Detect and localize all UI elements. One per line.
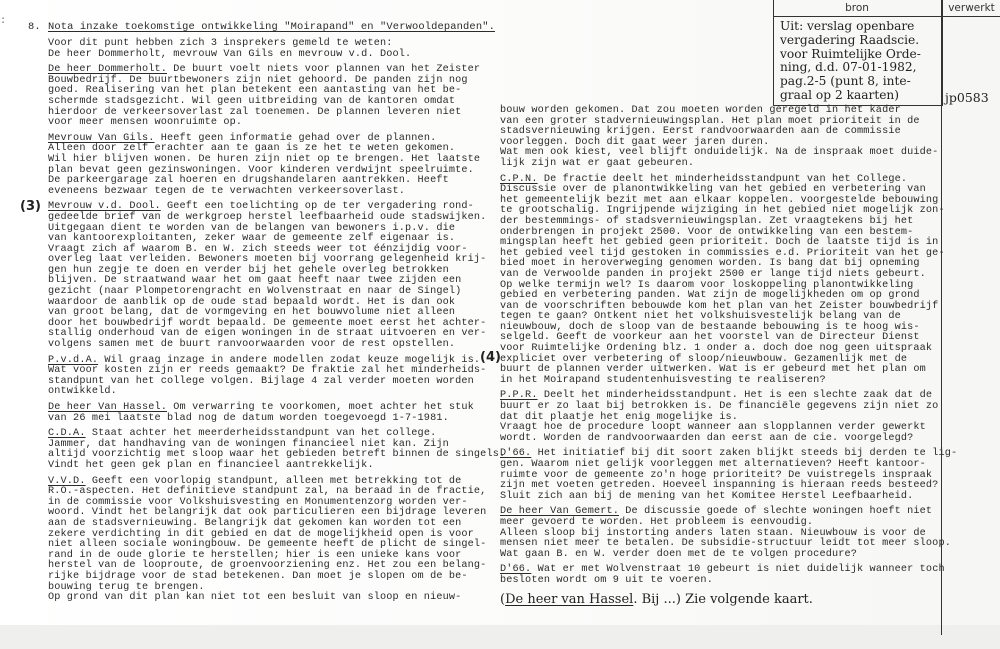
text-line: [48, 461, 488, 472]
line-text: Wat voor kosten zijn er reeds gemaakt? De fraktie zal het minderheids-: [48, 365, 487, 377]
paragraph: [48, 65, 488, 129]
line-text: te grootschalig. Ingrijpende wijziging in het gebied niet mogelijk zon-: [500, 205, 945, 217]
line-text: van groot belang, dat de vormgeving en het bouwvolume niet alleen: [48, 307, 456, 319]
line-text: R.O.-aspecten. Het definitieve standpunt zal, na beraad in de fractie,: [48, 486, 487, 498]
line-text: woord. Vindt het belangrijk dat ook particulieren een bijdrage leveren: [48, 507, 487, 519]
text-line: [48, 593, 488, 604]
footer-speaker: De heer van Hassel: [505, 592, 634, 607]
speaker-name: P.v.d.A.: [48, 354, 99, 366]
speaker-name: V.V.D.: [48, 475, 86, 487]
source-line: pag.2-5 (punt 8, inte-: [780, 74, 911, 89]
line-text: voor Ruimtelijke Ordening blz. 1 onder a. doch doe nog geen uitspraak: [500, 343, 933, 355]
line-text: Heeft geen informatie gehad over de plannen.: [154, 132, 437, 144]
source-line: Uit: verslag openbare: [780, 19, 915, 33]
line-text: buurt de plannen verder uitwerken. Wat is er gebeurd met het plan om: [500, 364, 926, 376]
line-text: het gebied veel tijd gestoken in commissies e.d. Prioriteit van het ge-: [500, 247, 945, 259]
paragraph: [500, 506, 951, 560]
line-text: Vindt het geen gek plan en financieel aantrekkelijk.: [48, 459, 374, 471]
line-text: besloten wordt om 9 uit te voeren.: [500, 574, 713, 586]
line-text: expliciet over verbetering of sloop/nieuwbouw. Gezamenlijk met de: [500, 353, 908, 365]
line-text: De parkeergarage zal hoeren en drugshandelaren aantrekken. Heeft: [48, 175, 449, 187]
line-text: Deelt het minderheidsstandpunt. Het is een slechte zaak dat de: [537, 390, 933, 402]
line-text: bouw worden gekomen. Dat zou moeten worden geregeld in het kader: [500, 105, 901, 116]
paragraph: [48, 202, 488, 350]
text-line: [500, 434, 940, 445]
margin-annotation-4: (4): [480, 350, 501, 365]
line-text: door het bouwbedrijf wordt bepaald. De gemeente moet eerst het achter-: [48, 317, 487, 329]
line-text: Wil graag inzage in andere modellen zodat keuze mogelijk is.: [98, 354, 481, 366]
text-line: [500, 576, 940, 587]
line-text: Uitgegaan dient te worden van de belangen van bewoners i.p.v. die: [48, 222, 456, 234]
speaker-name: De heer Van Gemert.: [500, 506, 620, 518]
paragraph: [48, 428, 506, 471]
paragraph: [48, 134, 488, 198]
paragraph: [48, 477, 488, 604]
line-text: altijd voorzichtig met sloop waar het gebieden betreft binnen de singels.: [48, 449, 506, 461]
line-text: blijven. De straatwand waar het om gaat heeft naar twee zijden een: [48, 275, 462, 287]
line-text: bied moet in heroverweging genomen worden. Is bang dat bij opneming: [500, 258, 920, 270]
line-text: Jammer, dat handhaving van de woningen financieel niet kan. Zijn: [48, 438, 449, 450]
line-text: Staat achter het meerderheidsstandpunt van het college.: [85, 428, 437, 440]
paragraph: [48, 356, 488, 398]
line-text: mingsplan heeft het gebied geen prioriteit. Doch de laatste tijd is in: [500, 237, 939, 249]
speaker-name: C.D.A.: [48, 428, 86, 440]
paragraph: [500, 173, 945, 387]
line-text: Vraagt zich af waarom B. en W. zich steeds weer tot éénzijdig voor-: [48, 243, 468, 255]
line-text: in het Moirapand studentenhuisvesting te realiseren?: [500, 374, 826, 386]
line-text: van kantoorexploitanten, zeker waar de gemeente zelf eigenaar is.: [48, 233, 456, 245]
line-text: in de commissie voor Volkshuisvesting en Monumentenzorg worden ver-: [48, 496, 468, 508]
source-line: voor Ruimtelijke Orde-: [780, 46, 921, 61]
line-text: gezicht (naar Plompetorengracht en Wolvenstraat en naar de Singel): [48, 286, 462, 298]
line-text: zijn met voeten getreden. Hoeveel inspanning is hieraan reeds besteed?: [500, 480, 939, 492]
speaker-name: D'66.: [500, 564, 532, 576]
line-text: ontwikkeld.: [48, 386, 117, 398]
text-line: [48, 340, 488, 351]
margin-punch-mark: :: [0, 16, 7, 27]
footer-rest: . Bij ...) Zie volgende kaart.: [633, 592, 813, 607]
text-line: [500, 376, 940, 387]
line-text: van de voorschriften bebouwde kom het plan van het Zeister bouwbedrijf: [500, 300, 939, 312]
line-text: Alleen door zelf erachter aan te gaan is ze het te weten gekomen.: [48, 143, 456, 155]
speaker-name: De heer Van Hassel.: [48, 402, 168, 413]
text-line: [48, 50, 488, 61]
line-text: Vraagt hoe de procedure loopt wanneer aan slopplannen verder gewerkt: [500, 422, 926, 434]
margin-annotation-3: (3): [20, 199, 41, 214]
paragraph: [48, 403, 488, 424]
text-line: [48, 118, 488, 129]
line-text: gedeelde brief van de werkgroep herstel leefbaarheid oude stadswijken.: [48, 211, 487, 223]
source-line: ning, d.d. 07-01-1982,: [780, 60, 917, 75]
line-text: gen. Waarom niet gelijk voorleggen met alternatieven? Heeft kantoor-: [500, 459, 926, 470]
line-text: gebied en verbetering panden. Wat zijn de mogelijkheden om op grond: [500, 290, 920, 302]
line-text: bouwing terug te brengen.: [48, 581, 205, 593]
line-text: stallig onderhoud van de eigen woningen in de straat uitvoeren en ver-: [48, 328, 487, 340]
text-line: [48, 414, 488, 425]
line-text: meer gevoerd te worden. Het probleem is eenvoudig.: [500, 516, 814, 528]
right-column: [500, 105, 958, 592]
line-text: Voor dit punt hebben zich 3 insprekers gemeld te weten:: [48, 38, 393, 49]
left-column: [48, 38, 506, 609]
line-text: herstel van de looproute, de groenvoorziening enz. Het zou een belang-: [48, 560, 487, 572]
line-text: van de Verwoolde panden in projekt 2500 er lange tijd niets gebeurt.: [500, 268, 926, 280]
paragraph: [500, 106, 940, 170]
speaker-name: Mevrouw Van Gils.: [48, 132, 155, 144]
verwerkt-column-rule: [941, 0, 942, 635]
line-text: het gemeentelijk bezit met aan elkaar koppelen. voorgestelde bebouwing: [500, 194, 939, 206]
line-text: volgens samen met de buurt ranvoorwaarden voor de rest opstellen.: [48, 339, 456, 351]
text-line: [48, 387, 488, 398]
line-text: standpunt van het college volgen. Bijlage 4 zal verder moeten worden: [48, 375, 474, 387]
line-text: goed. Realisering van het plan betekent een aantasting van het be-: [48, 85, 462, 97]
scan-edge: [0, 625, 1000, 649]
source-line: graal op 2 kaarten): [780, 87, 900, 102]
line-text: rand in de oude glorie te herstellen; hier is een unieke kans voor: [48, 549, 462, 561]
line-text: Het initiatief bij dit soort zaken blijkt steeds bij derden te lig-: [531, 448, 958, 460]
agenda-item-number: 8.: [28, 21, 41, 33]
line-text: Wat men ook kiest, veel blijft onduidelijk. Na de inspraak moet duide-: [500, 147, 939, 159]
line-text: rijke bijdrage voor de stad betekenen. Dan moet je slopen om de be-: [48, 570, 468, 582]
line-text: aan de stadsvernieuwing. Belangrijk dat gekomen kan worden tot een: [48, 517, 462, 529]
processed-code: jp0583: [945, 90, 989, 105]
line-text: lijk zijn wat er gaat gebeuren.: [500, 157, 695, 169]
speaker-name: De heer Dommerholt.: [48, 64, 168, 76]
speaker-name: C.P.N.: [500, 173, 538, 185]
line-text: De discussie goede of slechte woningen hoeft niet: [619, 506, 933, 518]
line-text: zekere verdichting in dit gebied en dat de mogelijkheid open is voor: [48, 528, 474, 540]
speaker-name: Mevrouw v.d. Dool.: [48, 201, 161, 213]
line-text: niet alleen sociale woningbouw. De gemeente heeft de plicht de singel-: [48, 539, 487, 551]
line-text: eveneens bezwaar tegen de te verwachten verkeersoverlast.: [48, 185, 406, 197]
text-line: [500, 550, 940, 561]
speaker-name: D'66.: [500, 448, 532, 460]
footer-open-paren: (: [500, 592, 506, 607]
bron-header: bron: [845, 2, 869, 14]
line-text: Sluit zich aan bij de mening van het Komitee Herstel Leefbaarheid.: [500, 490, 914, 502]
speaker-name: P.P.R.: [500, 390, 538, 402]
line-text: Wil hier blijven wonen. De huren zijn niet op te brengen. Het laatste: [48, 153, 481, 165]
line-text: plan bevat geen gezinswoningen. Voor kinderen verdwijnt speelruimte.: [48, 164, 474, 176]
line-text: Wat er met Wolvenstraat 10 gebeurt is niet duidelijk wanneer toch: [531, 564, 945, 576]
line-text: der bestemmings- of stadsvernieuwingsplan. Zet vraagtekens bij het: [500, 215, 914, 227]
line-text: gen hun zegje te doen en verder bij het gehele overleg betrokken: [48, 264, 449, 276]
line-text: Om verwarring te voorkomen, moet achter het stuk: [167, 402, 474, 413]
line-text: Op welke termijn wel? Is daarom voor loskoppeling planontwikkeling: [500, 279, 914, 291]
header-divider: [773, 16, 1000, 17]
line-text: wordt. Worden de randvoorwaarden dan eerst aan de cie. voorgelegd?: [500, 432, 914, 444]
paragraph: [48, 39, 488, 60]
verwerkt-header: verwerkt: [948, 2, 995, 14]
continuation-note: [500, 592, 813, 607]
line-text: Discussie over de planontwikkeling van het gebied en verbetering van: [500, 184, 926, 196]
line-text: hierdoor de verkeersoverlast zal toenemen. De plannen leveren niet: [48, 106, 462, 118]
line-text: nieuwbouw, doch de sloop van de bestaande bebouwing is te hoog wis-: [500, 321, 920, 333]
line-text: voor meer mensen woonruimte op.: [48, 117, 243, 129]
line-text: schermde stadsgezicht. Wil geen uitbreiding van de kantoren omdat: [48, 95, 456, 107]
line-text: van een groter stadvernieuwingsplan. Het plan moet prioriteit in de: [500, 115, 920, 127]
line-text: overleg laat verleiden. Bewoners moeten bij voorrang gelegenheid krij-: [48, 254, 487, 266]
line-text: waardoor de aanblik op de oude stad bepaald wordt. Het is dan ook: [48, 296, 456, 308]
line-text: dat dit plaatje het enig mogelijke is.: [500, 411, 739, 423]
line-text: van 26 mei laatste blad nog de datum worden toegevoegd 1-7-1981.: [48, 412, 449, 424]
line-text: mensen niet meer te betalen. De subsidie-structuur leidt tot meer sloop.: [500, 538, 951, 550]
paragraph: [500, 391, 940, 444]
line-text: onderbrengen in projekt 2500. Voor de ontwikkeling van een bestem-: [500, 226, 914, 238]
line-text: Op grond van dit plan kan niet tot een besluit van sloop en nieuw-: [48, 592, 462, 604]
line-text: stadsvernieuwing krijgen. Eerst randvoorwaarden aan de commissie: [500, 126, 901, 138]
paragraph: [500, 448, 958, 502]
line-text: Alleen sloop bij instorting anders laten staan. Nieuwbouw is voor de: [500, 527, 926, 539]
text-line: [48, 187, 488, 198]
line-text: selgeld. Geeft de voorkeur aan het voorstel van de Directeur Dienst: [500, 332, 920, 344]
line-text: De heer Dommerholt, mevrouw Van Gils en mevrouw v.d. Dool.: [48, 48, 412, 60]
line-text: Bouwbedrijf. De buurtbewoners zijn niet gehoord. De panden zijn nog: [48, 74, 468, 86]
line-text: Geeft een toelichting op de ter vergadering rond-: [160, 201, 474, 213]
line-text: tegen te gaan? Ontkent niet het volkshuisvestelijk belang van de: [500, 311, 901, 323]
line-text: buurt er zo laat bij betrokken is. De financiële gegevens zijn niet zo: [500, 401, 939, 413]
line-text: voorleggen. Doch dit gaat weer jaren duren.: [500, 136, 770, 148]
line-text: Geeft een voorlopig standpunt, alleen met betrekking tot de: [85, 475, 462, 487]
text-line: [500, 492, 940, 503]
line-text: De buurt voelt niets voor plannen van het Zeister: [167, 64, 481, 76]
paragraph: [500, 564, 945, 586]
source-line: vergadering Raadscie.: [780, 32, 920, 47]
agenda-item-title: Nota inzake toekomstige ontwikkeling "Moirapand" en "Verwooldepanden".: [48, 21, 495, 33]
line-text: De fractie deelt het minderheidsstandpunt van het College.: [537, 173, 908, 185]
text-line: [500, 159, 940, 170]
line-text: Wat gaan B. en W. verder doen met de te volgen procedure?: [500, 548, 858, 560]
line-text: ruimte voor de gemeente zo'n hoge prioriteit? De vuistregels inspraak: [500, 469, 933, 481]
source-reference: [780, 20, 921, 103]
